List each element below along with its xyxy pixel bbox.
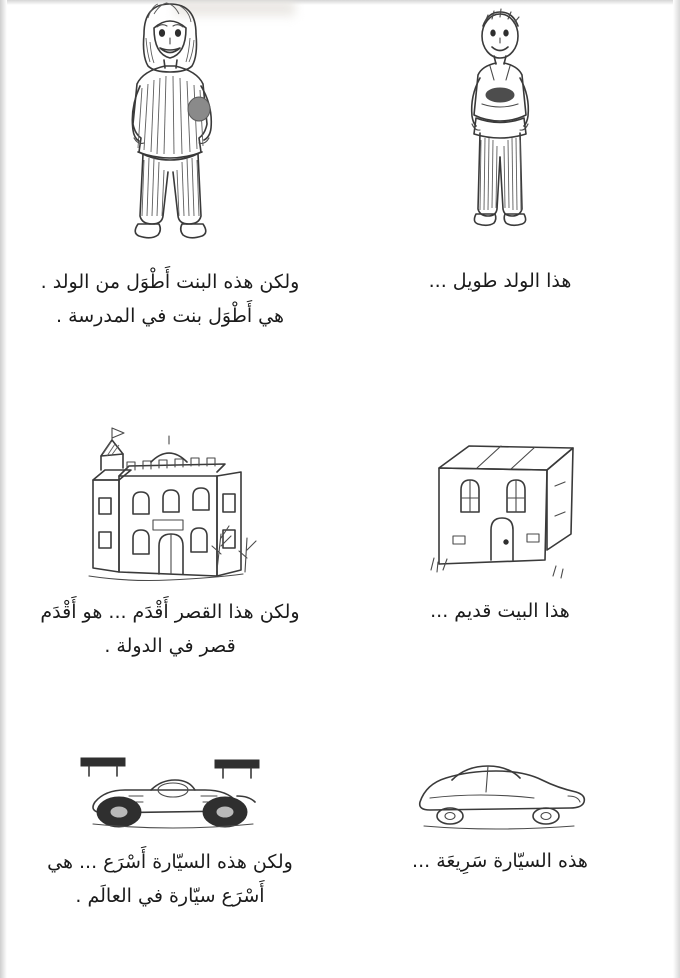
caption-fast-left: ولكن هذه السيّارة أَسْرَع ... هي أَسْرَع سيّارة في العالَم . (47, 851, 293, 908)
page-edge-right-shadow (673, 0, 680, 978)
cell-fast-right (340, 740, 660, 878)
cell-old-left (10, 420, 330, 663)
cell-tall-left (10, 0, 330, 333)
caption-tall-right: هذا الولد طويل ... (428, 270, 572, 292)
caption-old-left: ولكن هذا القصر أَقْدَم ... هو أَقْدَم قصر في الدولة . (40, 601, 300, 658)
cell-old-right (340, 420, 660, 628)
palace-sketch (10, 420, 330, 595)
race-car-sketch (10, 740, 330, 845)
cell-fast-left (10, 740, 330, 913)
sports-car-sketch (340, 740, 660, 845)
caption-tall-left: ولكن هذه البنت أَطْوَل من الولد . هي أَطْوَل بنت في المدرسة . (40, 271, 300, 328)
cell-tall-right (340, 0, 660, 298)
girl-standing-figure (10, 0, 330, 265)
boy-standing-figure (340, 0, 660, 265)
caption-fast-right: هذه السيّارة سَرِيعَة ... (412, 850, 588, 872)
page-edge-left-shadow (0, 0, 7, 978)
caption-old-right: هذا البيت قديم ... (430, 600, 570, 622)
house-sketch (340, 420, 660, 595)
